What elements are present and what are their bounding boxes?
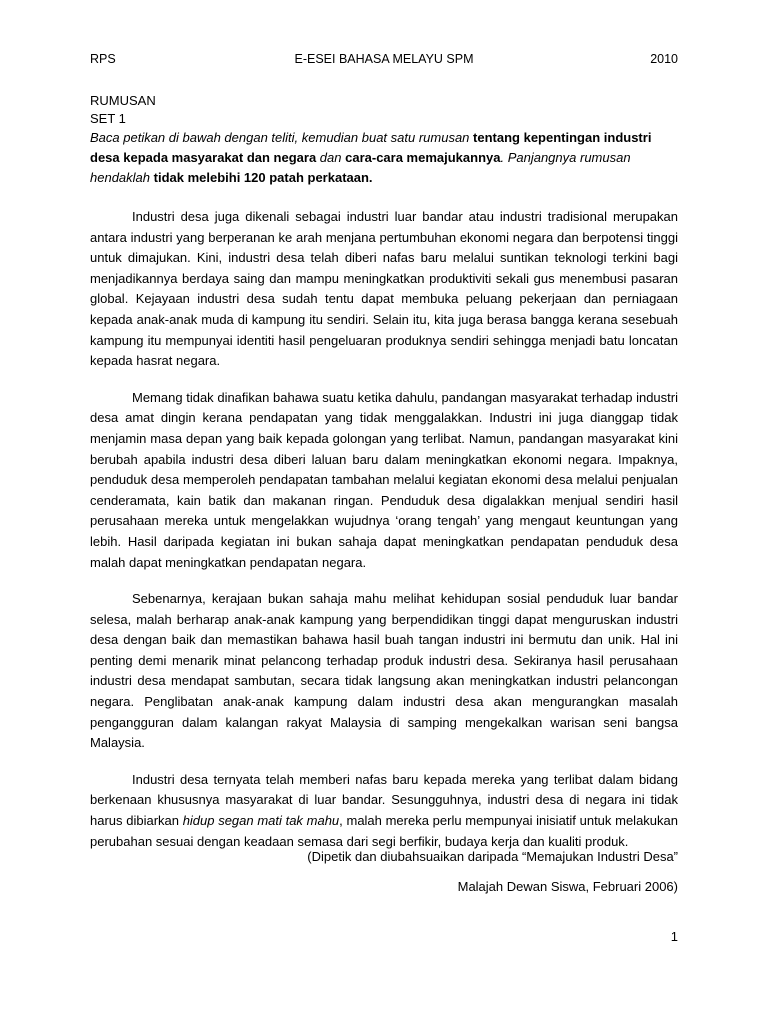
paragraph-4-idiom: hidup segan mati tak mahu xyxy=(182,813,340,829)
instruction-part5: . Panjangnya rumusan hendaklah xyxy=(90,150,631,185)
instruction-part3: dan xyxy=(316,150,346,165)
section-title: RUMUSAN xyxy=(90,93,156,108)
instruction-part2: tentang kepentingan industri desa kepada masyarakat dan negara xyxy=(90,130,652,165)
source-citation-line-1: (Dipetik dan diubahsuaikan daripada “Memajukan Industri Desa” xyxy=(307,849,678,864)
set-label: SET 1 xyxy=(90,111,126,126)
header-year: 2010 xyxy=(650,52,678,66)
instruction xyxy=(90,128,678,188)
header-left: RPS xyxy=(90,52,116,66)
instruction-part1: Baca petikan di bawah dengan teliti, kemudian buat satu rumusan xyxy=(90,130,474,145)
document-body xyxy=(90,92,678,852)
header-title: E-ESEI BAHASA MELAYU SPM xyxy=(294,52,474,66)
passage-paragraph-4 xyxy=(90,770,678,852)
paragraph-4-text-c: , malah mereka perlu mempunyai inisiatif untuk melakukan perubahan sesuai dengan keadaan semasa dari segi berfikir, budaya kerja dan kualiti produk. xyxy=(90,813,678,849)
paragraph-4-text-a: Industri desa ternyata telah memberi nafas baru kepada mereka yang terlibat dalam bidang berkenaan khususnya masyarakat di luar bandar. Sesungguhnya, industri desa di negara ini tidak harus dibiarkan xyxy=(90,771,678,829)
passage-paragraph-3: Sebenarnya, kerajaan bukan sahaja mahu melihat kehidupan sosial penduduk luar bandar selesa, malah berharap anak-anak kampung yang berpendidikan tinggi dapat menguruskan industri desa dengan baik dan memastikan bahawa hasil buah tangan industri ini bermutu dan unik. Hal ini penting demi menarik minat pelancong terhadap produk industri desa. Sekiranya hasil perusahaan industri desa mendapat sambutan, secara tidak langsung akan meningkatkan industri pelancongan negara. Penglibatan anak-anak kampung dalam industri desa akan mengurangkan masalah pengangguran dalam kalangan rakyat Malaysia di samping mengekalkan warisan seni bangsa Malaysia. xyxy=(90,591,678,751)
instruction-part4: cara-cara memajukannya xyxy=(345,150,501,165)
page-number: 1 xyxy=(670,929,678,944)
passage-paragraph-2: Memang tidak dinafikan bahawa suatu ketika dahulu, pandangan masyarakat terhadap industri desa amat dingin kerana pendapatan yang tidak menggalakkan. Industri ini juga dianggap tidak menjamin masa depan yang baik kepada golongan yang terlibat. Namun, pandangan masyarakat kini berubah apabila industri desa diberi laluan baru dalam meningkatkan ekonomi negara. Impaknya, penduduk desa memperoleh pendapatan tambahan melalui kegiatan ekonomi desa melalui penjualan cenderamata, kain batik dan makanan ringan. Penduduk desa digalakkan menjual sendiri hasil perusahaan mereka untuk mengelakkan wujudnya ‘orang tengah’ yang mengaut keuntungan yang lebih. Hasil daripada kegiatan ini bukan sahaja dapat meningkatkan pendapatan penduduk desa malah dapat meningkatkan pendapatan negara. xyxy=(90,389,678,570)
page-header xyxy=(90,50,678,68)
passage-paragraph-1: Industri desa juga dikenali sebagai industri luar bandar atau industri tradisional merupakan antara industri yang berperanan ke arah menjana pertumbuhan ekonomi negara dan berpotensi tinggi untuk dimajukan. Kini, industri desa telah diberi nafas baru melalui suntikan teknologi terkini bagi menjadikannya berdaya saing dan mampu meningkatkan produktiviti sekali gus menembusi pasaran global. Kejayaan industri desa sudah tentu dapat membuka peluang pekerjaan dan perniagaan kepada anak-anak muda di kampung itu sendiri. Selain itu, kita juga berasa bangga kerana sesebuah kampung itu mempunyai identiti hasil pengeluaran produknya sendiri sehingga menjadi batu loncatan kepada hasrat negara. xyxy=(90,209,678,369)
instruction-part6: tidak melebihi 120 patah perkataan. xyxy=(153,170,373,185)
source-citation-line-2: Malajah Dewan Siswa, Februari 2006) xyxy=(457,879,678,894)
